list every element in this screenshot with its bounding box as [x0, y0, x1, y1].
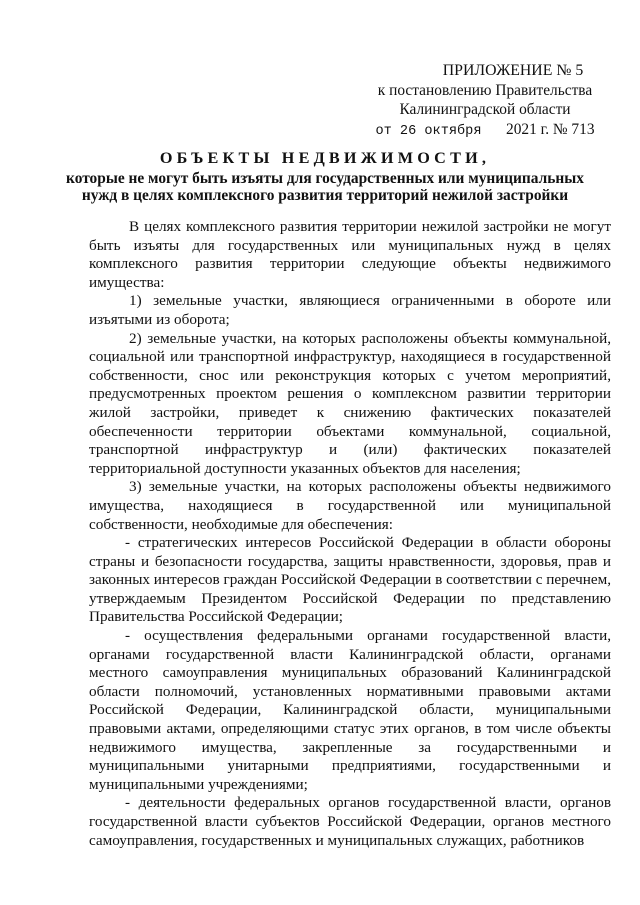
region-name: Калининградской области [399, 101, 571, 118]
appendix-header [355, 61, 615, 141]
appendix-title: ПРИЛОЖЕНИЕ № 5 [442, 62, 584, 79]
resolution-number: 2021 г. № 713 [506, 120, 595, 138]
document-body [89, 218, 611, 850]
paragraph-subitem-strategic: - стратегических интересов Российской Федерации в области обороны страны и безопасности государства, защиты нравственности, здоровья, прав и законных интересов граждан Российской Федерации в соответствии с перечнем, утверждаемым Президентом Российской Федерации по представлению Правительства Российской Федерации; [89, 534, 611, 626]
paragraph-item-3: 3) земельные участки, на которых расположены объекты недвижимого имущества, находящиеся в государственной или муниципальной собственности, необходимые для обеспечения: [89, 478, 611, 533]
paragraph-subitem-authorities: - осуществления федеральными органами государственной власти, органами государственной власти Калининградской области, органами местного самоуправления муниципальных образований Калининградской области полномочий, установленных нормативными правовыми актами Российской Федерации, Калининградской области, муниципальными правовыми актами, определяющими статус этих органов, в том числе объекты недвижимого имущества, закрепленные за государственными и муниципальными унитарными предприятиями, государственными и муниципальными учреждениями; [89, 627, 611, 793]
paragraph-item-1: 1) земельные участки, являющиеся ограниченными в обороте или изъятыми из оборота; [89, 292, 611, 328]
resolution-date-line [355, 120, 615, 142]
resolution-reference: к постановлению Правительства [377, 81, 593, 99]
paragraph-subitem-activities: - деятельности федеральных органов государственной власти, органов государственной власти субъектов Российской Федерации, органов местного самоуправления, государственных и муниципальных служащих, работников [89, 794, 611, 849]
paragraph-intro: В целях комплексного развития территории нежилой застройки не могут быть изъяты для государственных или муниципальных нужд в целях комплексного развития территории следующие объекты недвижимого имущества: [89, 218, 611, 291]
title-main: ОБЪЕКТЫ НЕДВИЖИМОСТИ, [159, 149, 491, 167]
paragraph-item-2: 2) земельные участки, на которых расположены объекты коммунальной, социальной или транспортной инфраструктур, находящиеся в государственной собственности, снос или реконструкция которых с учетом мероприятий, предусмотренных проектом решения о комплексном развитии территории жилой застройки, приведет к снижению фактических показателей обеспеченности территории объектами коммунальной, социальной, транспортной инфраструктур и (или) фактических показателей территориальной доступности указанных объектов для населения; [89, 329, 611, 477]
document-title [60, 150, 590, 205]
title-subtitle: которые не могут быть изъяты для государственных или муниципальных нужд в целях комплексного развития территорий нежилой застройки [66, 169, 584, 205]
resolution-date: от 26 октября [375, 123, 482, 139]
